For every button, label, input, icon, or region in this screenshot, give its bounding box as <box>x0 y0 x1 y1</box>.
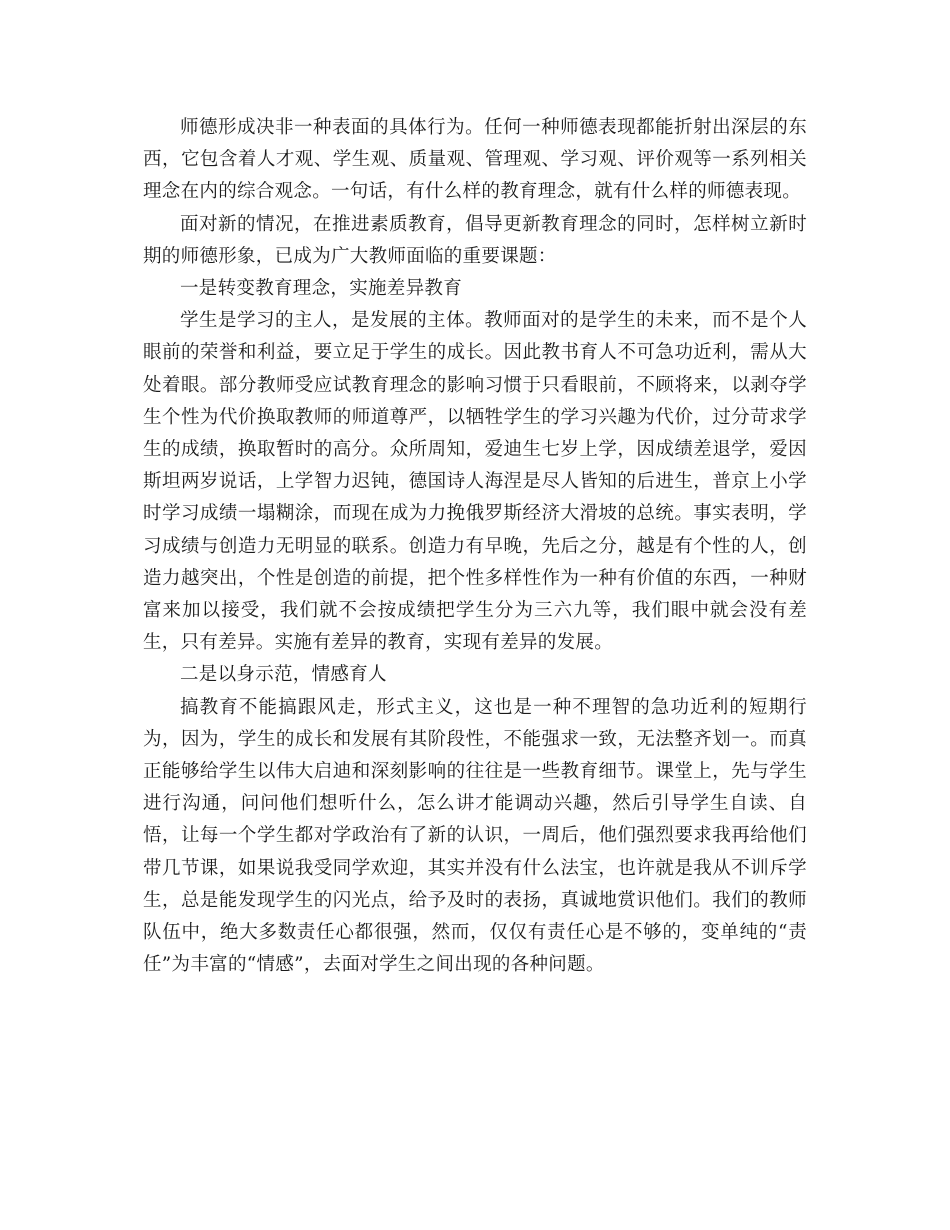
paragraph-new-situation: 面对新的情况，在推进素质教育，倡导更新教育理念的同时，怎样树立新时期的师德形象，已成为广大教师面临的重要课题： <box>143 213 807 267</box>
paragraph-students-as-masters: 学生是学习的主人，是发展的主体。教师面对的是学生的未来，而不是个人眼前的荣誉和利益，要立足于学生的成长。因此教书育人不可急功近利，需从大处着眼。部分教师受应试教育理念的影响习惯于只看眼前，不顾将来，以剥夺学生个性为代价换取教师的师道尊严，以牺牲学生的学习兴趣为代价，过分苛求学生的成绩，换取暂时的高分。众所周知，爱迪生七岁上学，因成绩差退学，爱因斯坦两岁说话，上学智力迟钝，德国诗人海涅是尽人皆知的后进生，普京上小学时学习成绩一塌糊涂，而现在成为力挽俄罗斯经济大滑坡的总统。事实表明，学习成绩与创造力无明显的联系。创造力有早晚，先后之分，越是有个性的人，创造力越突出，个性是创造的前提，把个性多样性作为一种有价值的东西，一种财富来加以接受，我们就不会按成绩把学生分为三六九等，我们眼中就会没有差生，只有差异。实施有差异的教育，实现有差异的发展。 <box>143 310 807 654</box>
document-body <box>143 112 807 981</box>
paragraph-teacher-ethics: 师德形成决非一种表面的具体行为。任何一种师德表现都能折射出深层的东西，它包含着人才观、学生观、质量观、管理观、学习观、评价观等一系列相关理念在内的综合观念。一句话，有什么样的教育理念，就有什么样的师德表现。 <box>143 117 807 203</box>
paragraph-education-details: 搞教育不能搞跟风走，形式主义，这也是一种不理智的急功近利的短期行为，因为，学生的成长和发展有其阶段性，不能强求一致，无法整齐划一。而真正能够给学生以伟大启迪和深刻影响的往往是一些教育细节。课堂上，先与学生进行沟通，问问他们想听什么，怎么讲才能调动兴趣，然后引导学生自读、自悟，让每一个学生都对学政治有了新的认识，一周后，他们强烈要求我再给他们带几节课，如果说我受同学欢迎，其实并没有什么法宝，也许就是我从不训斥学生，总是能发现学生的闪光点，给予及时的表扬，真诚地赏识他们。我们的教师队伍中，绝大多数责任心都很强，然而，仅仅有责任心是不够的，变单纯的“责任”为丰富的“情感”，去面对学生之间出现的各种问题。 <box>143 696 807 976</box>
section-heading-differential-education: 一是转变教育理念，实施差异教育 <box>180 278 463 300</box>
section-heading-lead-by-example: 二是以身示范，情感育人 <box>180 664 387 686</box>
